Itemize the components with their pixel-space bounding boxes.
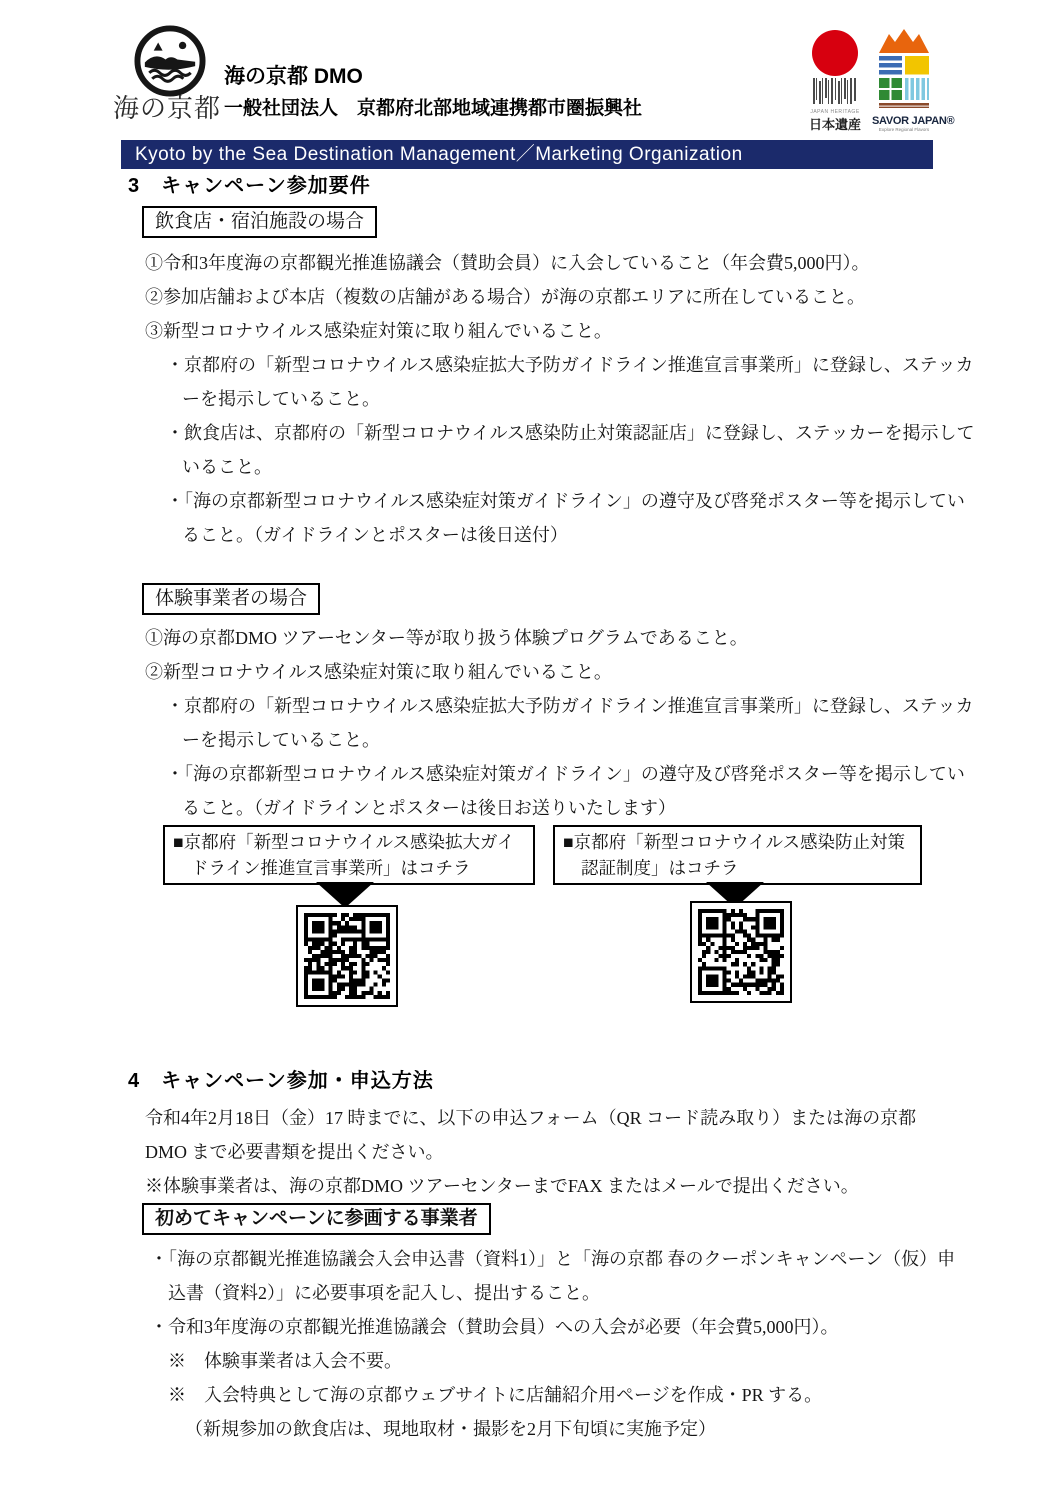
savor-japan-tagline: Explore Regional Flavors (878, 127, 930, 132)
bullet-line: ・京都府の「新型コロナウイルス感染症拡大予防ガイドライン推進宣言事業所」に登録し、ステッカ (166, 355, 974, 375)
japan-heritage-logo (806, 30, 864, 133)
org-name: 一般社団法人 京都府北部地域連携都市圏振興社 (224, 98, 643, 119)
savor-japan-logo (872, 27, 955, 133)
section3-heading: 3 キャンペーン参加要件 (128, 175, 371, 197)
experience-box-label: 体験事業者の場合 (142, 583, 320, 615)
japan-heritage-label-jp: 日本遺産 (808, 117, 861, 132)
note-line: ※ 入会特典として海の京都ウェブサイトに店舗紹介用ページを作成・PR する。 (168, 1385, 823, 1405)
bullet-line: ・京都府の「新型コロナウイルス感染症拡大予防ガイドライン推進宣言事業所」に登録し、ステッカ (166, 696, 974, 716)
org-banner: Kyoto by the Sea Destination Management／Marketing Organization (121, 140, 933, 169)
bullet-line: ・令和3年度海の京都観光推進協議会（賛助会員）への入会が必要（年会費5,000円）。 (150, 1317, 839, 1337)
note-continuation-line: （新規参加の飲食店は、現地取材・撮影を2月下旬頃に実施予定） (185, 1419, 716, 1439)
callout-text-line: 認証制度」はコチラ (581, 858, 739, 878)
bullet-continuation-line: ーを掲示していること。 (182, 389, 380, 409)
requirement-line: ②参加店舗および本店（複数の店舗がある場合）が海の京都エリアに所在していること。 (145, 287, 865, 307)
dmo-title: 海の京都 DMO (224, 65, 363, 88)
bullet-line: ・「海の京都新型コロナウイルス感染症対策ガイドライン」の遵守及び啓発ポスター等を掲示してい (166, 764, 965, 784)
bullet-line: ・「海の京都観光推進協議会入会申込書（資料1）」と「海の京都 春のクーポンキャンペーン（仮）申 (150, 1249, 956, 1269)
sea-of-kyoto-logo-icon (133, 24, 207, 103)
document-body (0, 174, 1061, 1446)
note-line: ※ 体験事業者は入会不要。 (168, 1351, 402, 1371)
savor-japan-house-icon (878, 27, 930, 108)
japan-heritage-red-circle-icon (812, 30, 858, 76)
bullet-continuation-line: 込書（資料2）」に必要事項を記入し、提出すること。 (168, 1283, 600, 1303)
japan-heritage-label-en: JAPAN HERITAGE (810, 109, 860, 115)
bullet-continuation-line: ーを掲示していること。 (182, 730, 380, 750)
section4-heading: 4 キャンペーン参加・申込方法 (128, 1070, 434, 1092)
callout-text-line: ■京都府「新型コロナウイルス感染拡大ガイ (173, 832, 515, 852)
qr-code-declaration-office (296, 905, 398, 1007)
requirement-line: ③新型コロナウイルス感染症対策に取り組んでいること。 (145, 321, 612, 341)
paragraph-line: DMO まで必要書類を提出ください。 (145, 1142, 444, 1162)
callout-text-line: ■京都府「新型コロナウイルス感染防止対策 (563, 832, 906, 852)
savor-japan-label: SAVOR JAPAN (872, 115, 947, 127)
qr-callouts (0, 825, 1061, 1015)
callout-declaration-office (163, 825, 535, 885)
bullet-line: ・「海の京都新型コロナウイルス感染症対策ガイドライン」の遵守及び啓発ポスター等を掲示してい (166, 491, 965, 511)
savor-japan-reg-mark: ® (946, 115, 955, 127)
qr-code-certification-system (690, 901, 792, 1003)
bullet-continuation-line: ること。（ガイドラインとポスターは後日送付） (182, 525, 568, 545)
paragraph-line: 令和4年2月18日（金）17 時までに、以下の申込フォーム（QR コード読み取り）または海の京都 (145, 1108, 917, 1128)
first-time-box-label: 初めてキャンペーンに参画する事業者 (142, 1203, 491, 1235)
requirement-line: ①令和3年度海の京都観光推進協議会（賛助会員）に入会していること（年会費5,000円）。 (145, 253, 870, 273)
bullet-continuation-line: ること。（ガイドラインとポスターは後日お送りいたします） (182, 798, 676, 818)
requirement-line: ①海の京都DMO ツアーセンター等が取り扱う体験プログラムであること。 (145, 628, 748, 648)
brand-calligraphy: 海の京都 (113, 94, 222, 123)
paragraph-line: ※体験事業者は、海の京都DMO ツアーセンターまでFAX またはメールで提出ください。 (145, 1176, 859, 1196)
callout-text-line: ドライン推進宣言事業所」はコチラ (191, 858, 471, 878)
restaurant-box-label: 飲食店・宿泊施設の場合 (142, 206, 377, 238)
japan-heritage-barcode-icon (813, 78, 857, 104)
bullet-line: ・飲食店は、京都府の「新型コロナウイルス感染防止対策認証店」に登録し、ステッカーを掲示して (166, 423, 975, 443)
requirement-line: ②新型コロナウイルス感染症対策に取り組んでいること。 (145, 662, 612, 682)
bullet-continuation-line: いること。 (182, 457, 272, 477)
callout-certification-system (553, 825, 922, 885)
